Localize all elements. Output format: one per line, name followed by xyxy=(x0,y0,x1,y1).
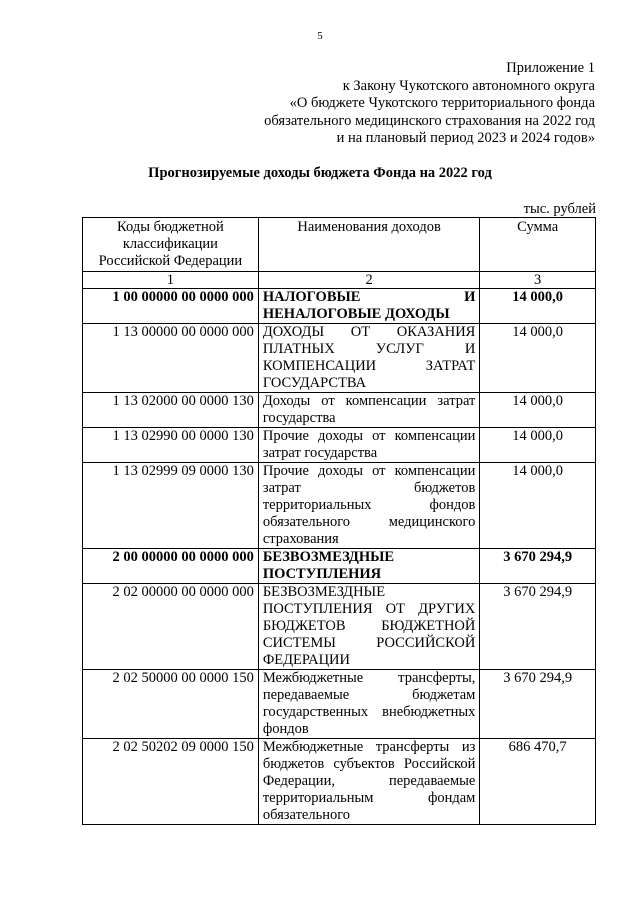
row-code: 1 13 02999 09 0000 130 xyxy=(83,463,259,549)
page-number: 5 xyxy=(317,30,323,42)
table-row xyxy=(83,670,596,739)
row-code: 2 02 50000 00 0000 150 xyxy=(83,670,259,739)
table-row xyxy=(83,324,596,393)
header-name: Наименования доходов xyxy=(258,218,480,272)
table-row xyxy=(83,739,596,825)
row-name: Прочие доходы от компенсации затрат бюджетов территориальных фондов обязательного медицинского страхования xyxy=(258,463,480,549)
row-sum: 3 670 294,9 xyxy=(480,584,596,670)
row-sum: 686 470,7 xyxy=(480,739,596,825)
table-row xyxy=(83,289,596,324)
row-sum: 14 000,0 xyxy=(480,289,596,324)
appendix-line: «О бюджете Чукотского территориального фонда xyxy=(289,95,595,112)
appendix-line: и на плановый период 2023 и 2024 годов» xyxy=(336,130,595,147)
column-number: 2 xyxy=(258,272,480,289)
row-sum: 14 000,0 xyxy=(480,463,596,549)
header-sum: Сумма xyxy=(480,218,596,272)
appendix-header xyxy=(175,60,595,148)
row-code: 2 02 00000 00 0000 000 xyxy=(83,584,259,670)
units-label: тыс. рублей xyxy=(523,201,596,217)
row-name: БЕЗВОЗМЕЗДНЫЕ ПОСТУПЛЕНИЯ xyxy=(258,549,480,584)
row-sum: 14 000,0 xyxy=(480,324,596,393)
row-code: 2 00 00000 00 0000 000 xyxy=(83,549,259,584)
row-name: ДОХОДЫ ОТ ОКАЗАНИЯ ПЛАТНЫХ УСЛУГ И КОМПЕНСАЦИИ ЗАТРАТ ГОСУДАРСТВА xyxy=(258,324,480,393)
document-title: Прогнозируемые доходы бюджета Фонда на 2022 год xyxy=(148,165,492,181)
column-number: 3 xyxy=(480,272,596,289)
row-name: Межбюджетные трансферты, передаваемые бюджетам государственных внебюджетных фондов xyxy=(258,670,480,739)
row-code: 1 00 00000 00 0000 000 xyxy=(83,289,259,324)
row-name: НАЛОГОВЫЕ И НЕНАЛОГОВЫЕ ДОХОДЫ xyxy=(258,289,480,324)
table-row xyxy=(83,393,596,428)
row-name: Доходы от компенсации затрат государства xyxy=(258,393,480,428)
header-code: Коды бюджетной классификации Российской Федерации xyxy=(83,218,259,272)
table-row xyxy=(83,584,596,670)
row-name: Прочие доходы от компенсации затрат государства xyxy=(258,428,480,463)
table-row xyxy=(83,463,596,549)
row-sum: 3 670 294,9 xyxy=(480,549,596,584)
income-table xyxy=(82,217,596,825)
row-name: БЕЗВОЗМЕЗДНЫЕ ПОСТУПЛЕНИЯ ОТ ДРУГИХ БЮДЖЕТОВ БЮДЖЕТНОЙ СИСТЕМЫ РОССИЙСКОЙ ФЕДЕРАЦИИ xyxy=(258,584,480,670)
row-sum: 3 670 294,9 xyxy=(480,670,596,739)
row-sum: 14 000,0 xyxy=(480,393,596,428)
row-code: 1 13 00000 00 0000 000 xyxy=(83,324,259,393)
row-code: 1 13 02990 00 0000 130 xyxy=(83,428,259,463)
table-row xyxy=(83,428,596,463)
appendix-line: обязательного медицинского страхования на 2022 год xyxy=(264,112,595,129)
appendix-line: Приложение 1 xyxy=(506,60,595,76)
column-number-row xyxy=(83,272,596,289)
row-name: Межбюджетные трансферты из бюджетов субъектов Российской Федерации, передаваемые территориальным фондам обязательного xyxy=(258,739,480,825)
row-code: 1 13 02000 00 0000 130 xyxy=(83,393,259,428)
table-body xyxy=(83,289,596,825)
appendix-line: к Закону Чукотского автономного округа xyxy=(342,77,595,94)
table-header-row xyxy=(83,218,596,272)
column-number: 1 xyxy=(83,272,259,289)
row-code: 2 02 50202 09 0000 150 xyxy=(83,739,259,825)
row-sum: 14 000,0 xyxy=(480,428,596,463)
table-row xyxy=(83,549,596,584)
